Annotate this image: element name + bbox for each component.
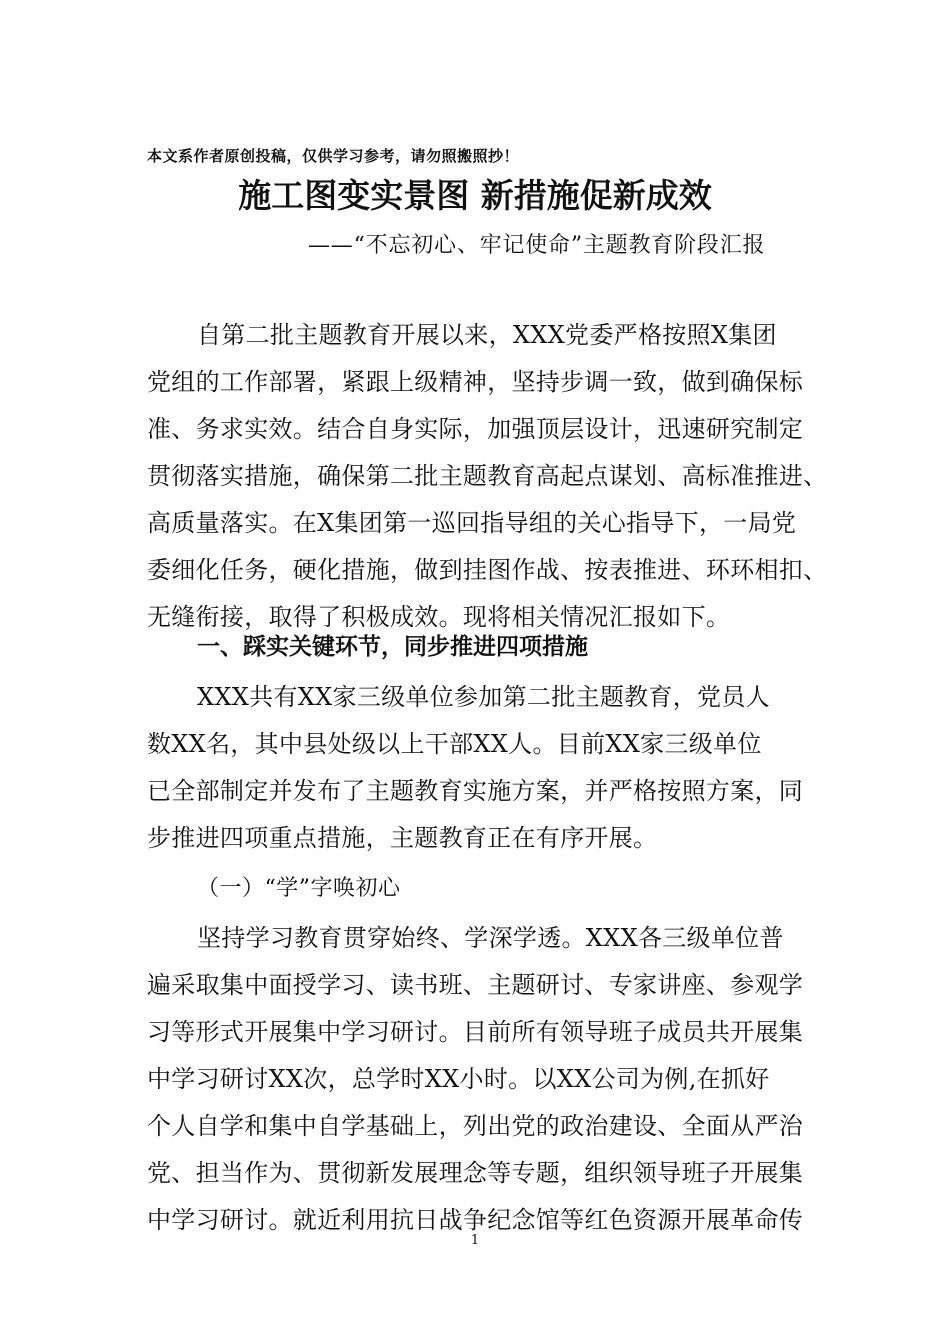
page-number: 1 <box>470 1233 480 1248</box>
paragraph-line: 步推进四项重点措施，主题教育正在有序开展。 <box>147 824 658 852</box>
paragraph-line: 委细化任务，硬化措施，做到挂图作战、按表推进、环环相扣、 <box>147 556 828 584</box>
document-subtitle: ——“不忘初心、牢记使命”主题教育阶段汇报 <box>308 233 766 258</box>
paragraph-line: 数XX名，其中县处级以上干部XX人。目前XX家三级单位 <box>147 730 762 758</box>
paragraph-line: 准、务求实效。结合自身实际，加强顶层设计，迅速研究制定 <box>147 415 804 443</box>
copyright-notice: 本文系作者原创投稿，仅供学习参考，请勿照搬照抄！ <box>147 147 520 165</box>
paragraph-line: XXX共有XX家三级单位参加第二批主题教育，党员人 <box>197 683 770 711</box>
paragraph-line: 贯彻落实措施，确保第二批主题教育高起点谋划、高标准推进、 <box>147 462 828 490</box>
paragraph-line: 坚持学习教育贯穿始终、学深学透。XXX各三级单位普 <box>197 924 784 952</box>
paragraph-line: 遍采取集中面授学习、读书班、主题研讨、专家讲座、参观学 <box>147 971 804 999</box>
paragraph-line: 个人自学和集中自学基础上，列出党的政治建设、全面从严治 <box>147 1112 804 1140</box>
paragraph-line: 中学习研讨XX次，总学时XX小时。以XX公司为例,在抓好 <box>147 1065 770 1093</box>
paragraph-line: 已全部制定并发布了主题教育实施方案，并严格按照方案，同 <box>147 777 804 805</box>
paragraph-line: 习等形式开展集中学习研讨。目前所有领导班子成员共开展集 <box>147 1018 804 1046</box>
document-title: 施工图变实景图 新措施促新成效 <box>238 176 712 215</box>
paragraph-line: 高质量落实。在X集团第一巡回指导组的关心指导下，一局党 <box>147 509 797 537</box>
paragraph-line: 自第二批主题教育开展以来，XXX党委严格按照X集团 <box>197 321 777 349</box>
section-heading: 一、踩实关键环节，同步推进四项措施 <box>197 634 588 660</box>
paragraph-line: 党组的工作部署，紧跟上级精神，坚持步调一致，做到确保标 <box>147 368 804 396</box>
paragraph-line: 党、担当作为、贯彻新发展理念等专题，组织领导班子开展集 <box>147 1159 804 1187</box>
subsection-heading: （一）“学”字唤初心 <box>197 876 401 901</box>
paragraph-line: 无缝衔接，取得了积极成效。现将相关情况汇报如下。 <box>147 603 731 631</box>
paragraph-line: 中学习研讨。就近利用抗日战争纪念馆等红色资源开展革命传 <box>147 1206 804 1234</box>
